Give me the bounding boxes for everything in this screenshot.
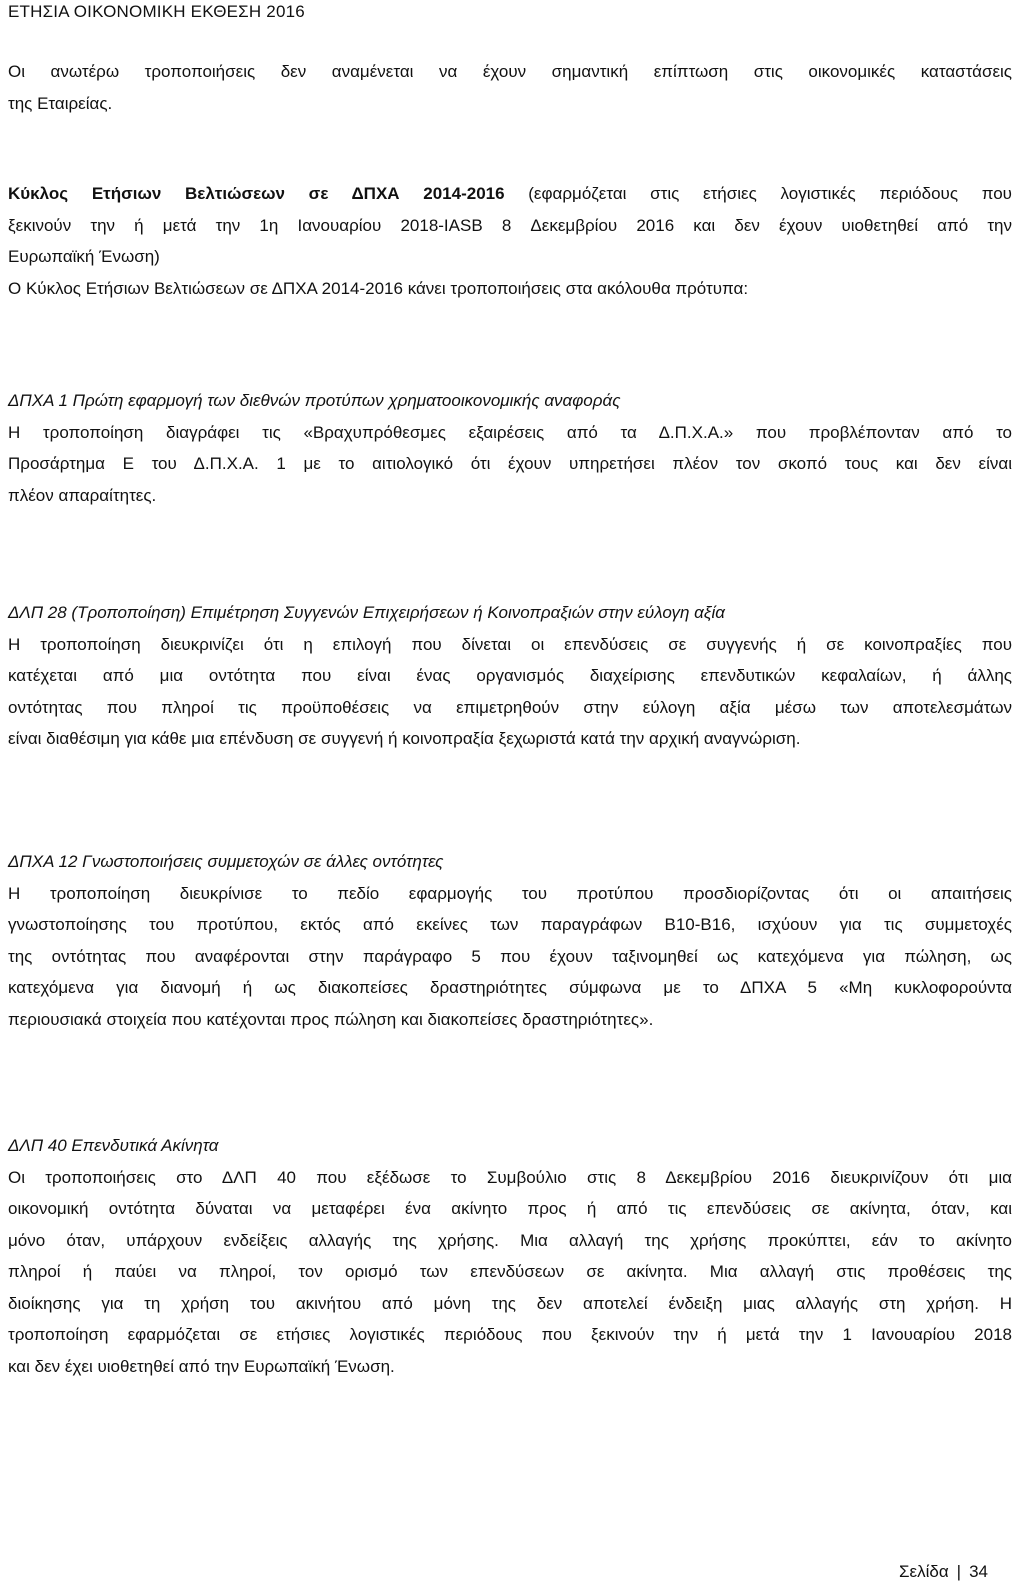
section-ias-40 (8, 1130, 1012, 1382)
page-footer (899, 1562, 988, 1582)
paragraph-line: γνωστοποίησης του προτύπου, εκτός από εκείνες των παραγράφων Β10-Β16, ισχύουν για τις συμμετοχές (8, 915, 1012, 934)
cycle-title: Κύκλος Ετήσιων Βελτιώσεων σε ΔΠΧΑ 2014-2016 (8, 184, 505, 203)
paragraph-line: Ευρωπαϊκή Ένωση) (8, 247, 160, 266)
paragraph-line: διοίκησης για τη χρήση του ακινήτου από μόνη της δεν αποτελεί ένδειξη μιας αλλαγής στη χρήση. Η (8, 1293, 1012, 1313)
paragraph-line: Προσάρτημα Ε του Δ.Π.Χ.Α. 1 με το αιτιολογικό ότι έχουν υπηρετήσει πλέον τον σκοπό τους και δεν είναι (8, 454, 1012, 473)
section-ifrs-1 (8, 385, 1012, 511)
document-page (8, 0, 1012, 1582)
paragraph-line: οικονομική οντότητα δύναται να μεταφέρει ένα ακίνητο προς ή από τις επενδύσεις σε ακίνητα, όταν, και (8, 1199, 1012, 1218)
paragraph-line: μόνο όταν, υπάρχουν ενδείξεις αλλαγής της χρήσης. Μια αλλαγή της χρήσης προκύπτει, εάν το ακίνητο (8, 1230, 1012, 1250)
paragraph-line: περιουσιακά στοιχεία που κατέχονται προς πώληση και διακοπείσες δραστηριότητες». (8, 1009, 654, 1029)
section-heading: ΔΠΧΑ 1 Πρώτη εφαρμογή των διεθνών προτύπων χρηματοοικονομικής αναφοράς (8, 391, 621, 410)
intro-paragraph (8, 56, 1012, 119)
paragraph-line: πλέον απαραίτητες. (8, 485, 157, 505)
paragraph-line: ξεκινούν την ή μετά την 1η Ιανουαρίου 2018-IASB 8 Δεκεμβρίου 2016 και δεν έχουν υιοθετηθεί από την (8, 215, 1012, 235)
page-label: Σελίδα (899, 1562, 949, 1581)
paragraph-line: της οντότητας που αναφέρονται στην παράγραφο 5 που έχουν ταξινομηθεί ως κατεχόμενα για πώληση, ως (8, 946, 1012, 966)
page-separator: | (956, 1562, 962, 1581)
cycle-title-rest: (εφαρμόζεται στις ετήσιες λογιστικές περιόδους που (504, 184, 1012, 203)
section-heading: ΔΠΧΑ 12 Γνωστοποιήσεις συμμετοχών σε άλλες οντότητες (8, 852, 444, 871)
paragraph-line: Η τροποποίηση διευκρινίζει ότι η επιλογή που δίνεται οι επενδύσεις σε συγγενής ή σε κοινοπραξίες που (8, 634, 1012, 654)
paragraph-line: Η τροποποίηση διευκρίνισε το πεδίο εφαρμογής του προτύπου προσδιορίζοντας ότι οι απαιτήσεις (8, 883, 1012, 903)
paragraph-line: Οι τροποποιήσεις στο ΔΛΠ 40 που εξέδωσε το Συμβούλιο στις 8 Δεκεμβρίου 2016 διευκρινίζουν ότι μια (8, 1167, 1012, 1187)
section-ifrs-12 (8, 846, 1012, 1035)
paragraph-line: Ο Κύκλος Ετήσιων Βελτιώσεων σε ΔΠΧΑ 2014-2016 κάνει τροποποιήσεις στα ακόλουθα πρότυπα: (8, 278, 749, 298)
improvements-cycle-paragraph (8, 178, 1012, 304)
section-heading: ΔΛΠ 28 (Τροποποίηση) Επιμέτρηση Συγγενών Επιχειρήσεων ή Κοινοπραξιών στην εύλογη αξία (8, 603, 725, 622)
section-heading: ΔΛΠ 40 Επενδυτικά Ακίνητα (8, 1136, 219, 1155)
paragraph-line: κατεχόμενα για διανομή ή ως διακοπείσες δραστηριότητες σύμφωνα με το ΔΠΧΑ 5 «Μη κυκλοφορούντα (8, 978, 1012, 997)
paragraph-line: πληροί ή παύει να πληροί, τον ορισμό των επενδύσεων σε ακίνητα. Μια αλλαγή στις προθέσεις της (8, 1262, 1012, 1281)
paragraph-line: και δεν έχει υιοθετηθεί από την Ευρωπαϊκή Ένωση. (8, 1356, 395, 1376)
paragraph-line: της Εταιρείας. (8, 93, 113, 113)
paragraph-line: οντότητας που πληροί τις προϋποθέσεις να επιμετρηθούν στην εύλογη αξία μέσω των αποτελεσμάτων (8, 697, 1012, 717)
report-header: ΕΤΗΣΙΑ ΟΙΚΟΝΟΜΙΚΗ ΕΚΘΕΣΗ 2016 (8, 2, 305, 21)
section-ias-28 (8, 597, 1012, 755)
paragraph-line: κατέχεται από μια οντότητα που είναι ένας οργανισμός διαχείρισης επενδυτικών κεφαλαίων, ή άλλης (8, 666, 1012, 685)
paragraph-line: τροποποίηση εφαρμόζεται σε ετήσιες λογιστικές περιόδους που ξεκινούν την ή μετά την 1 Ιανουαρίου 2018 (8, 1325, 1012, 1344)
paragraph-line: είναι διαθέσιμη για κάθε μια επένδυση σε συγγενή ή κοινοπραξία ξεχωριστά κατά την αρχική αναγνώριση. (8, 729, 801, 748)
paragraph-line: Η τροποποίηση διαγράφει τις «Βραχυπρόθεσμες εξαιρέσεις από τα Δ.Π.Χ.Α.» που προβλέπονταν από το (8, 422, 1012, 442)
paragraph-line (8, 178, 1012, 210)
paragraph-line: Οι ανωτέρω τροποποιήσεις δεν αναμένεται να έχουν σημαντική επίπτωση στις οικονομικές καταστάσεις (8, 62, 1012, 81)
page-number: 34 (969, 1562, 988, 1581)
